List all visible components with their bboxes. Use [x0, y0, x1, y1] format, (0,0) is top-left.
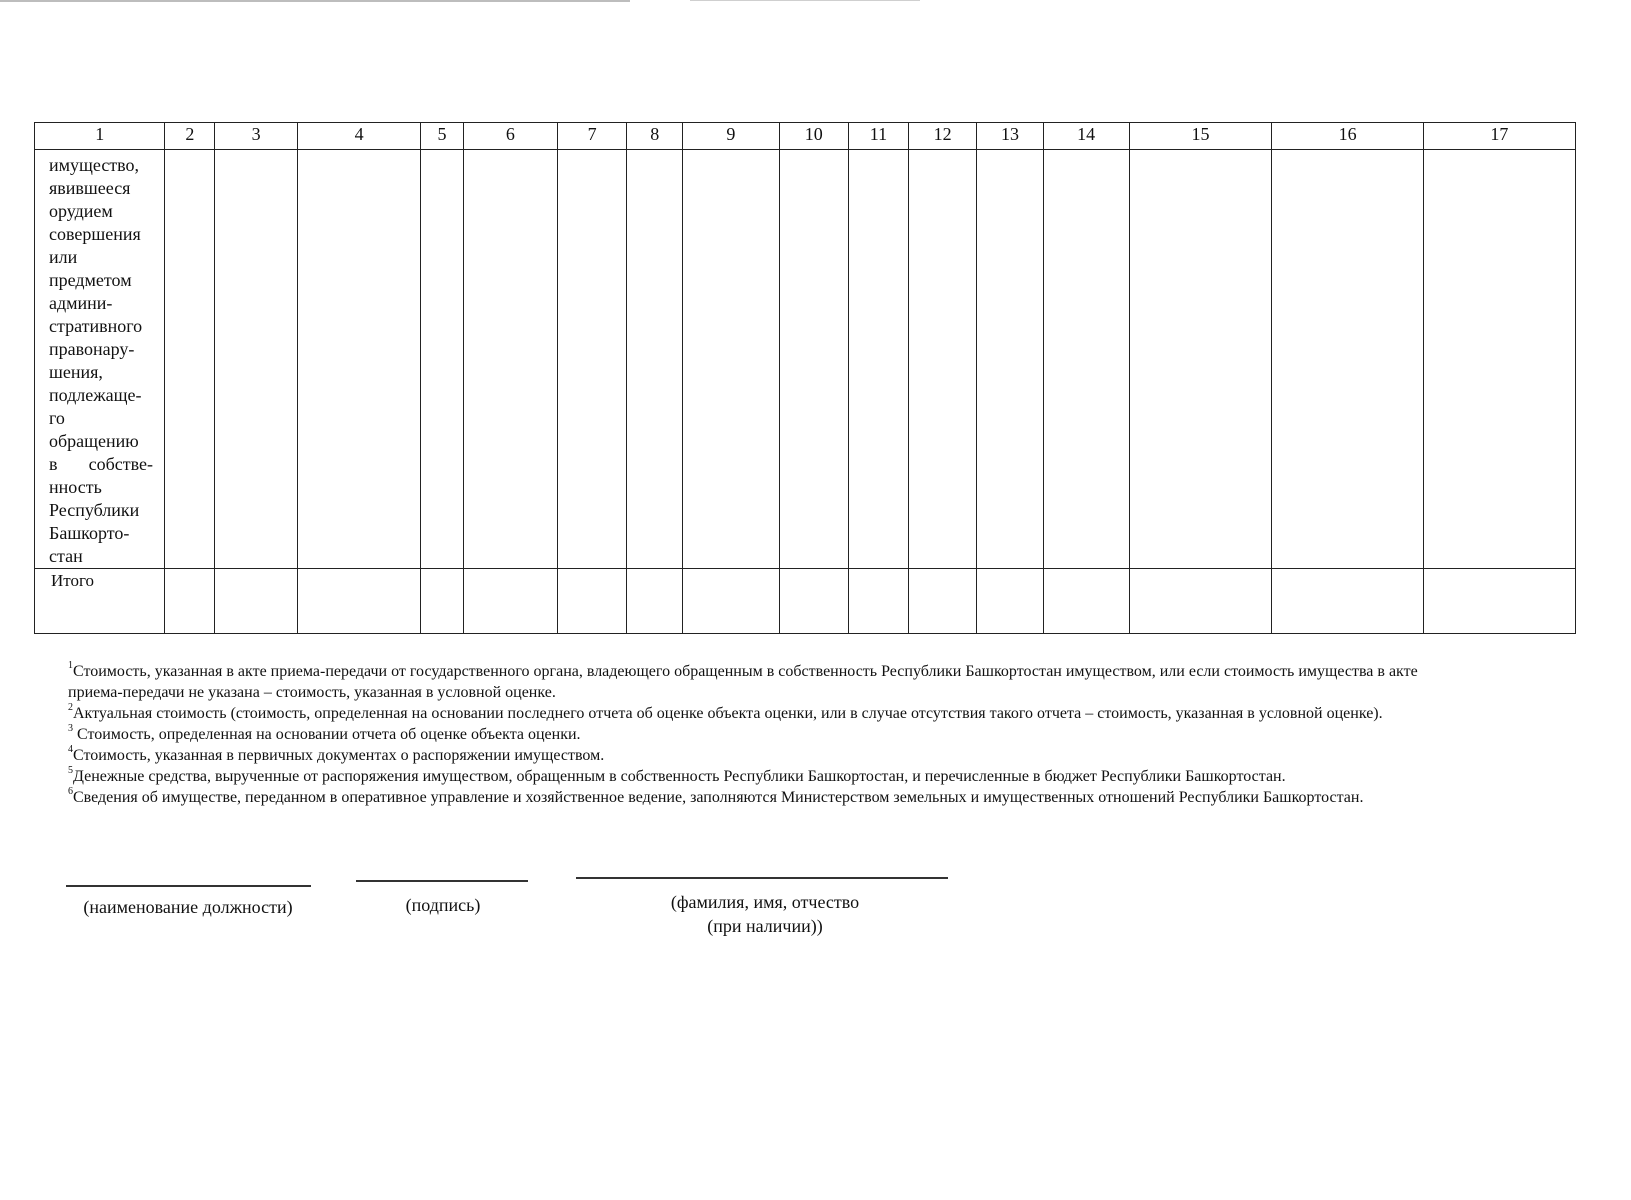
- scan-edge: [690, 0, 920, 1]
- table-cell: [557, 569, 626, 634]
- column-number: 15: [1129, 123, 1272, 150]
- description-line: в собстве-: [49, 454, 153, 474]
- scan-edge: [0, 0, 630, 2]
- footnote: [68, 787, 1568, 808]
- footnote: [68, 745, 1568, 766]
- column-number: 8: [627, 123, 683, 150]
- column-number: 12: [909, 123, 977, 150]
- table-cell: [627, 150, 683, 569]
- table-cell: [977, 569, 1043, 634]
- table-cell: [463, 569, 557, 634]
- table-cell: [848, 150, 908, 569]
- description-line: нность: [49, 477, 102, 497]
- table-cell: [909, 569, 977, 634]
- column-number: 4: [298, 123, 421, 150]
- description-line: шения,: [49, 362, 103, 382]
- description-line: орудием: [49, 201, 113, 221]
- footnote: [68, 724, 1568, 745]
- table-cell: [421, 150, 463, 569]
- table-cell: [298, 150, 421, 569]
- footnote: [68, 661, 1568, 682]
- table-cell: [165, 569, 215, 634]
- footnote-mark: 5: [68, 765, 73, 776]
- footnote: [68, 703, 1568, 724]
- footnote: [68, 766, 1568, 787]
- footnote-mark: 4: [68, 744, 73, 755]
- column-number: 10: [779, 123, 848, 150]
- description-line: совершения: [49, 224, 141, 244]
- table-cell: [1272, 150, 1423, 569]
- property-description-cell: [35, 150, 165, 569]
- description-line: предметом: [49, 270, 132, 290]
- table-cell: [627, 569, 683, 634]
- footnote-mark: 3: [68, 723, 73, 734]
- description-line: го: [49, 408, 65, 428]
- description-line: админи-: [49, 293, 113, 313]
- column-number: 3: [215, 123, 298, 150]
- column-number: 7: [557, 123, 626, 150]
- table-cell: [298, 569, 421, 634]
- footnote-continuation: приема-передачи не указана – стоимость, указанная в условной оценке.: [68, 684, 556, 701]
- description-line: правонару-: [49, 339, 135, 359]
- table-cell: [1043, 150, 1129, 569]
- table-cell: [1129, 150, 1272, 569]
- table-cell: [683, 150, 779, 569]
- table-cell: [779, 150, 848, 569]
- column-number: 14: [1043, 123, 1129, 150]
- description-line: стан: [49, 546, 83, 566]
- description-line: обращению: [49, 431, 139, 451]
- position-caption: (наименование должности): [83, 897, 293, 917]
- column-number: 11: [848, 123, 908, 150]
- footnote-mark: 1: [68, 660, 73, 671]
- column-number: 16: [1272, 123, 1423, 150]
- full-name-caption: [600, 890, 930, 938]
- full-name-signature-line: [576, 877, 948, 879]
- table-cell: [215, 150, 298, 569]
- column-number: 9: [683, 123, 779, 150]
- column-number: 6: [463, 123, 557, 150]
- table-cell: [1043, 569, 1129, 634]
- footnote-text: Стоимость, определенная на основании отчета об оценке объекта оценки.: [73, 726, 581, 743]
- description-line: явившееся: [49, 178, 131, 198]
- table-cell: [683, 569, 779, 634]
- footnote-text: Сведения об имуществе, переданном в оперативное управление и хозяйственное ведение, заполняются Министерством земельных и имущественных отношений Республики Башкортостан.: [73, 789, 1364, 806]
- column-number: 13: [977, 123, 1043, 150]
- position-signature-line: [66, 885, 311, 887]
- table-cell: [1423, 569, 1575, 634]
- table-cell: [215, 569, 298, 634]
- footnote-text: Актуальная стоимость (стоимость, определенная на основании последнего отчета об оценке объекта оценки, или в случае отсутствия такого отчета – стоимость, указанная в условной оценке).: [73, 705, 1383, 722]
- footnote-mark: 6: [68, 786, 73, 797]
- table-row: [35, 150, 1576, 569]
- description-line: Башкорто-: [49, 523, 130, 543]
- column-number: 2: [165, 123, 215, 150]
- table-cell: [977, 150, 1043, 569]
- full-name-caption-line: (фамилия, имя, отчество: [670, 892, 860, 912]
- footnote-mark: 2: [68, 702, 73, 713]
- column-number: 17: [1423, 123, 1575, 150]
- table-cell: [848, 569, 908, 634]
- footnote-text: Денежные средства, вырученные от распоряжения имуществом, обращенным в собственность Республики Башкортостан, и перечисленные в бюджет Республики Башкортостан.: [73, 768, 1286, 785]
- total-row: [35, 569, 1576, 634]
- description-line: Республики: [49, 500, 140, 520]
- full-name-caption-line: (при наличии)): [707, 916, 823, 936]
- table-cell: [1272, 569, 1423, 634]
- column-number: 5: [421, 123, 463, 150]
- footnotes: [68, 661, 1568, 808]
- column-number: 1: [35, 123, 165, 150]
- signature-caption: (подпись): [405, 895, 481, 915]
- table-cell: [463, 150, 557, 569]
- table-cell: [165, 150, 215, 569]
- table-cell: [1423, 150, 1575, 569]
- column-number-row: [35, 123, 1576, 150]
- report-table: [34, 122, 1576, 634]
- table-cell: [779, 569, 848, 634]
- description-line: стративного: [49, 316, 143, 336]
- description-line: подлежаще-: [49, 385, 142, 405]
- signature-line: [356, 880, 528, 882]
- table-cell: [909, 150, 977, 569]
- table-cell: [1129, 569, 1272, 634]
- description-line: или: [49, 247, 78, 267]
- footnote-text: Стоимость, указанная в первичных документах о распоряжении имуществом.: [73, 747, 605, 764]
- table-cell: [421, 569, 463, 634]
- footnote-text: Стоимость, указанная в акте приема-передачи от государственного органа, владеющего обращенным в собственность Республики Башкортостан имуществом, или если стоимость имущества в акте: [73, 663, 1418, 680]
- description-line: имущество,: [49, 155, 140, 175]
- total-label: Итого: [35, 569, 165, 634]
- table-cell: [557, 150, 626, 569]
